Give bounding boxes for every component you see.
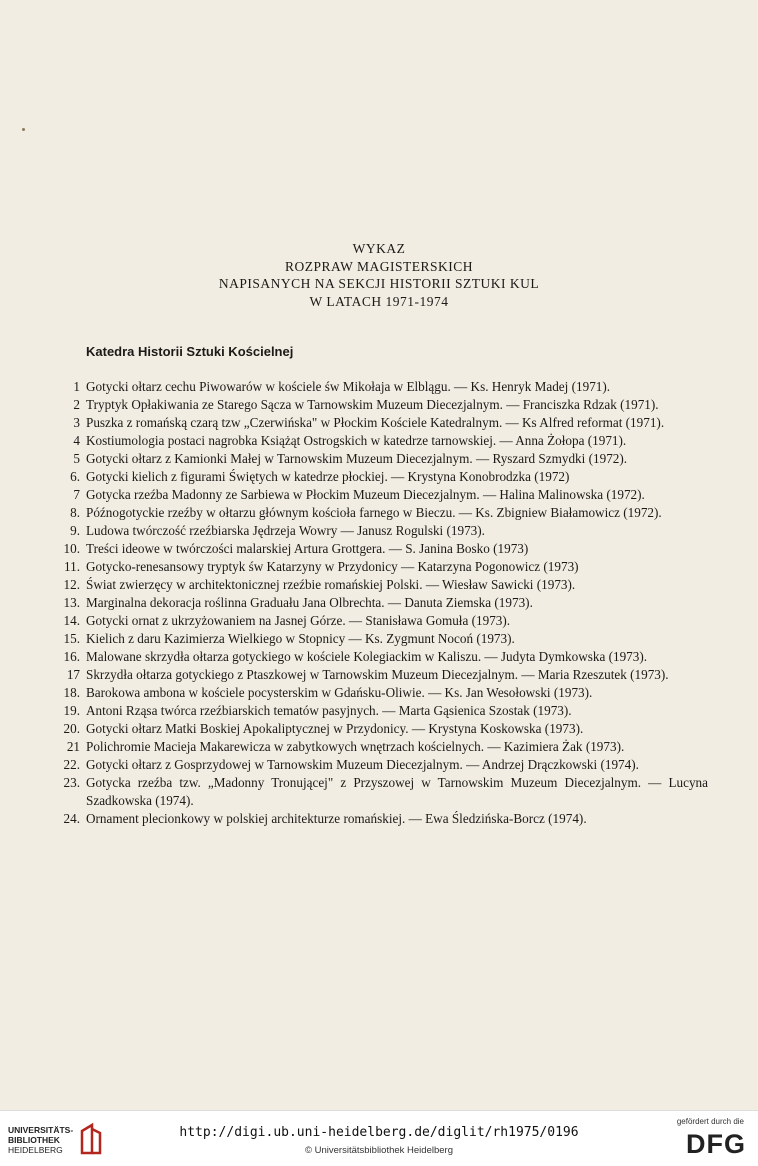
entry-number: 9. bbox=[70, 523, 80, 538]
entry-number: 21 bbox=[66, 739, 80, 754]
entry-text: Gotycka rzeźba tzw. „Madonny Tronującej" z Przyszowej w Tarnowskim Muzeum Diecezjalnym. — Lucyna Szadkowska (1974). bbox=[86, 775, 708, 808]
list-item bbox=[52, 738, 708, 756]
heading-line: W LATACH 1971-1974 bbox=[309, 293, 449, 309]
list-item bbox=[52, 558, 708, 576]
entry-text: Ludowa twórczość rzeźbiarska Jędrzeja Wowry — Janusz Rogulski (1973). bbox=[86, 523, 485, 538]
list-item bbox=[52, 504, 708, 522]
section-title: Katedra Historii Sztuki Kościelnej bbox=[86, 344, 294, 359]
entry-number: 15. bbox=[63, 631, 80, 646]
list-item bbox=[52, 396, 708, 414]
list-item bbox=[52, 684, 708, 702]
funding-note: gefördert durch die bbox=[676, 1117, 744, 1126]
heading-line: NAPISANYCH NA SEKCJI HISTORII SZTUKI KUL bbox=[218, 276, 540, 291]
entry-number: 3 bbox=[73, 415, 80, 430]
list-item bbox=[52, 450, 708, 468]
library-name-line: HEIDELBERG bbox=[8, 1145, 63, 1155]
entry-text: Antoni Rząsa twórca rzeźbiarskich tematów pasyjnych. — Marta Gąsienica Szostak (1973). bbox=[86, 703, 572, 718]
document-heading bbox=[0, 240, 758, 310]
entry-number: 13. bbox=[63, 595, 80, 610]
entry-text: Kielich z daru Kazimierza Wielkiego w Stopnicy — Ks. Zygmunt Nocoń (1973). bbox=[86, 631, 515, 646]
entry-number: 19. bbox=[63, 703, 80, 718]
entry-number: 5 bbox=[73, 451, 80, 466]
entry-number: 8. bbox=[70, 505, 80, 520]
entry-number: 16. bbox=[63, 649, 80, 664]
entry-text: Gotycki ołtarz z Gosprzydowej w Tarnowskim Muzeum Diecezjalnym. — Andrzej Drączkowski (1974). bbox=[86, 757, 639, 772]
thesis-list bbox=[52, 378, 708, 828]
entry-text: Skrzydła ołtarza gotyckiego z Ptaszkowej w Tarnowskim Muzeum Diecezjalnym. — Maria Rzeszutek (1973). bbox=[86, 667, 669, 682]
entry-text: Tryptyk Opłakiwania ze Starego Sącza w Tarnowskim Muzeum Diecezjalnym. — Franciszka Rdzak (1971). bbox=[86, 397, 659, 412]
entry-number: 2 bbox=[73, 397, 80, 412]
footer-bar bbox=[0, 1110, 758, 1166]
list-item bbox=[52, 774, 708, 810]
entry-number: 10. bbox=[63, 541, 80, 556]
entry-number: 6. bbox=[70, 469, 80, 484]
entry-number: 7 bbox=[73, 487, 80, 502]
entry-text: Świat zwierzęcy w architektonicznej rzeźbie romańskiej Polski. — Wiesław Sawicki (1973). bbox=[86, 577, 576, 592]
permalink-url[interactable]: http://digi.ub.uni-heidelberg.de/diglit/rh1975/0196 bbox=[179, 1125, 579, 1140]
entry-text: Polichromie Macieja Makarewicza w zabytkowych wnętrzach kościelnych. — Kazimiera Żak (1973). bbox=[86, 739, 625, 754]
list-item bbox=[52, 612, 708, 630]
entry-text: Puszka z romańską czarą tzw „Czerwińska" w Płockim Kościele Katedralnym. — Ks Alfred reformat (1971). bbox=[86, 415, 665, 430]
list-item bbox=[52, 414, 708, 432]
entry-text: Gotycki ornat z ukrzyżowaniem na Jasnej Górze. — Stanisława Gomuła (1973). bbox=[86, 613, 511, 628]
entry-number: 23. bbox=[63, 775, 80, 790]
list-item bbox=[52, 702, 708, 720]
entry-text: Kostiumologia postaci nagrobka Książąt Ostrogskich w katedrze tarnowskiej. — Anna Żołopa (1971). bbox=[86, 433, 627, 448]
copyright-text: © Universitätsbibliothek Heidelberg bbox=[305, 1145, 453, 1156]
list-item bbox=[52, 756, 708, 774]
entry-text: Ornament plecionkowy w polskiej architekturze romańskiej. — Ewa Śledzińska-Borcz (1974). bbox=[86, 811, 587, 826]
list-item bbox=[52, 378, 708, 396]
entry-text: Gotycki kielich z figurami Świętych w katedrze płockiej. — Krystyna Konobrodzka (1972) bbox=[86, 469, 570, 484]
paper-speck bbox=[22, 128, 25, 131]
list-item bbox=[52, 522, 708, 540]
list-item bbox=[52, 630, 708, 648]
heading-line: ROZPRAW MAGISTERSKICH bbox=[284, 258, 474, 274]
entry-number: 18. bbox=[63, 685, 80, 700]
entry-text: Barokowa ambona w kościele pocysterskim w Gdańsku-Oliwie. — Ks. Jan Wesołowski (1973). bbox=[86, 685, 593, 700]
entry-number: 11. bbox=[64, 559, 80, 574]
entry-number: 17 bbox=[66, 667, 80, 682]
list-item bbox=[52, 666, 708, 684]
entry-text: Treści ideowe w twórczości malarskiej Artura Grottgera. — S. Janina Bosko (1973) bbox=[86, 541, 529, 556]
heading-line: WYKAZ bbox=[352, 241, 406, 256]
list-item bbox=[52, 648, 708, 666]
list-item bbox=[52, 540, 708, 558]
entry-number: 24. bbox=[63, 811, 80, 826]
library-name-line: UNIVERSITÄTS- bbox=[8, 1125, 74, 1135]
entry-number: 12. bbox=[63, 577, 80, 592]
list-item bbox=[52, 576, 708, 594]
entry-number: 14. bbox=[63, 613, 80, 628]
entry-text: Późnogotyckie rzeźby w ołtarzu głównym kościoła farnego w Bieczu. — Ks. Zbigniew Białamowicz (1972). bbox=[86, 505, 662, 520]
entry-number: 4 bbox=[73, 433, 80, 448]
library-name-line: BIBLIOTHEK bbox=[8, 1135, 60, 1145]
entry-number: 1 bbox=[73, 379, 80, 394]
entry-text: Gotycki ołtarz Matki Boskiej Apokaliptycznej w Przydonicy. — Krystyna Koskowska (1973). bbox=[86, 721, 584, 736]
list-item bbox=[52, 486, 708, 504]
entry-text: Malowane skrzydła ołtarza gotyckiego w kościele Kolegiackim w Kaliszu. — Judyta Dymkowska (1973). bbox=[86, 649, 648, 664]
list-item bbox=[52, 720, 708, 738]
entry-text: Gotycki ołtarz z Kamionki Małej w Tarnowskim Muzeum Diecezjalnym. — Ryszard Szmydki (1972). bbox=[86, 451, 628, 466]
entry-text: Gotycki ołtarz cechu Piwowarów w kościele św Mikołaja w Elblągu. — Ks. Henryk Madej (1971). bbox=[86, 379, 611, 394]
list-item bbox=[52, 810, 708, 828]
entry-number: 20. bbox=[63, 721, 80, 736]
dfg-logo[interactable]: DFG bbox=[686, 1129, 746, 1159]
list-item bbox=[52, 468, 708, 486]
list-item bbox=[52, 594, 708, 612]
entry-text: Gotycko-renesansowy tryptyk św Katarzyny w Przydonicy — Katarzyna Pogonowicz (1973) bbox=[86, 559, 579, 574]
list-item bbox=[52, 432, 708, 450]
entry-number: 22. bbox=[63, 757, 80, 772]
entry-text: Gotycka rzeźba Madonny ze Sarbiewa w Płockim Muzeum Diecezjalnym. — Halina Malinowska (1972). bbox=[86, 487, 645, 502]
entry-text: Marginalna dekoracja roślinna Graduału Jana Olbrechta. — Danuta Ziemska (1973). bbox=[86, 595, 533, 610]
